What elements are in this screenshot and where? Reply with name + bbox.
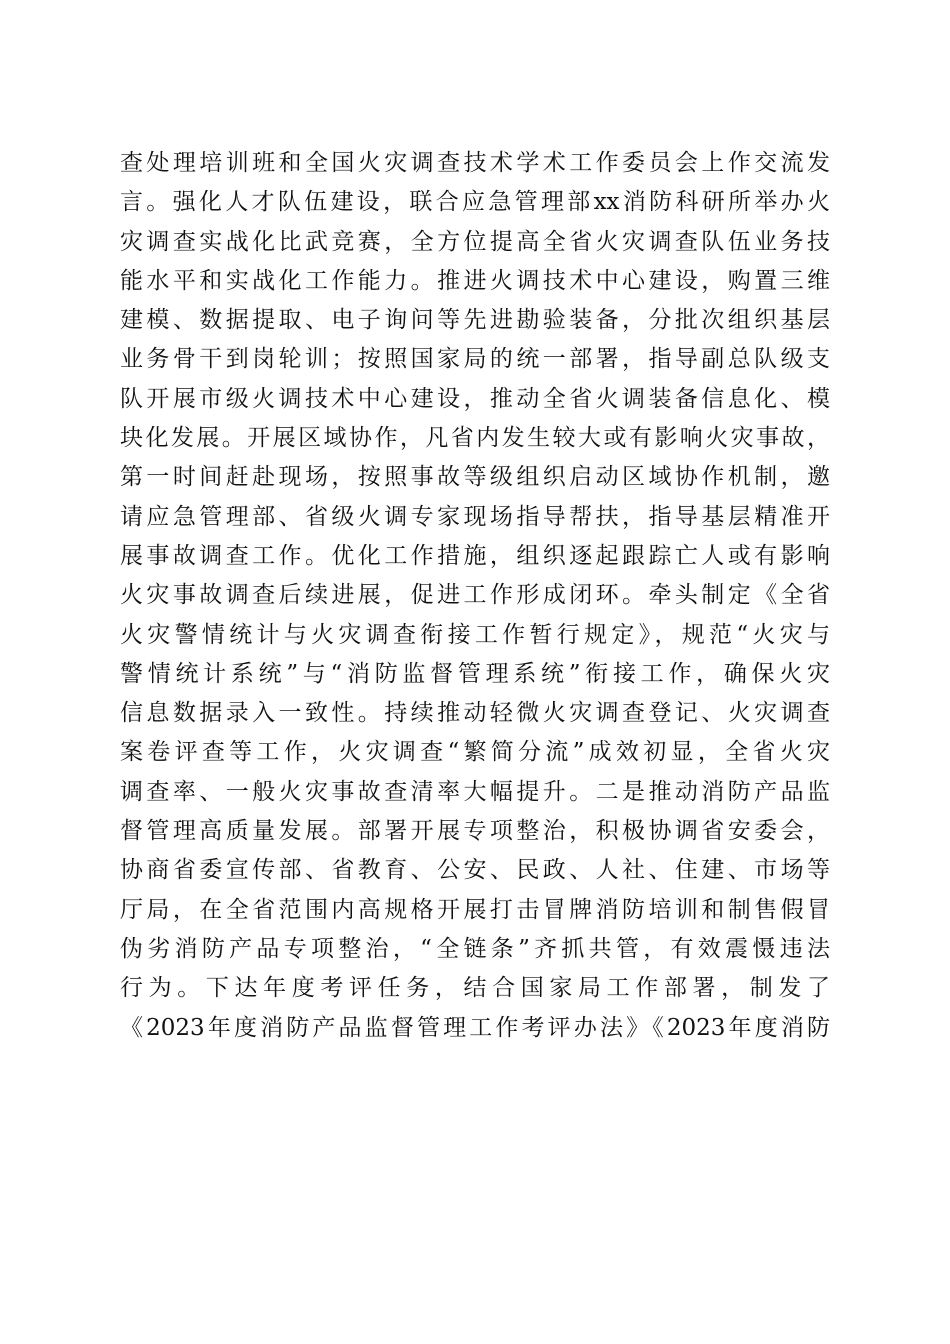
text-line: 业务骨干到岗轮训；按照国家局的统一部署，指导副总队级支 — [120, 346, 830, 373]
text-line: 查处理培训班和全国火灾调查技术学术工作委员会上作交流发 — [120, 150, 830, 176]
text-line: 调查率、一般火灾事故查清率大幅提升。二是推动消防产品监 — [120, 778, 830, 805]
body-paragraph — [120, 144, 830, 1048]
text-line: 督管理高质量发展。部署开展专项整治，积极协调省安委会， — [120, 818, 830, 845]
text-line: 信息数据录入一致性。持续推动轻微火灾调查登记、火灾调查 — [120, 700, 830, 727]
text-line: 《2023年度消防产品监督管理工作考评办法》《2023年度消防 — [120, 1014, 830, 1041]
text-line: 灾调查实战化比武竞赛，全方位提高全省火灾调查队伍业务技 — [120, 228, 830, 255]
text-line: 厅局，在全省范围内高规格开展打击冒牌消防培训和制售假冒 — [120, 896, 830, 923]
text-line: 请应急管理部、省级火调专家现场指导帮扶，指导基层精准开 — [120, 503, 830, 530]
text-line: 队开展市级火调技术中心建设，推动全省火调装备信息化、模 — [120, 385, 830, 412]
text-line: 协商省委宣传部、省教育、公安、民政、人社、住建、市场等 — [120, 857, 830, 884]
text-line: 伪劣消防产品专项整治，“全链条”齐抓共管，有效震慑违法 — [120, 935, 830, 962]
text-line: 建模、数据提取、电子询问等先进勘验装备，分批次组织基层 — [120, 307, 830, 334]
text-line: 块化发展。开展区域协作，凡省内发生较大或有影响火灾事故， — [120, 425, 830, 452]
text-line: 能水平和实战化工作能力。推进火调技术中心建设，购置三维 — [120, 267, 830, 294]
text-line: 警情统计系统”与“消防监督管理系统”衔接工作，确保火灾 — [120, 660, 830, 687]
text-line: 行为。下达年度考评任务，结合国家局工作部署，制发了 — [120, 975, 830, 1002]
text-line: 火灾警情统计与火灾调查衔接工作暂行规定》，规范“火灾与 — [120, 621, 830, 648]
text-line: 展事故调查工作。优化工作措施，组织逐起跟踪亡人或有影响 — [120, 542, 830, 569]
text-line: 言。强化人才队伍建设，联合应急管理部xx消防科研所举办火 — [120, 189, 830, 216]
text-line: 第一时间赶赴现场，按照事故等级组织启动区域协作机制，邀 — [120, 464, 830, 491]
text-line: 火灾事故调查后续进展，促进工作形成闭环。牵头制定《全省 — [120, 582, 830, 609]
text-line: 案卷评查等工作，火灾调查“繁简分流”成效初显，全省火灾 — [120, 739, 830, 766]
